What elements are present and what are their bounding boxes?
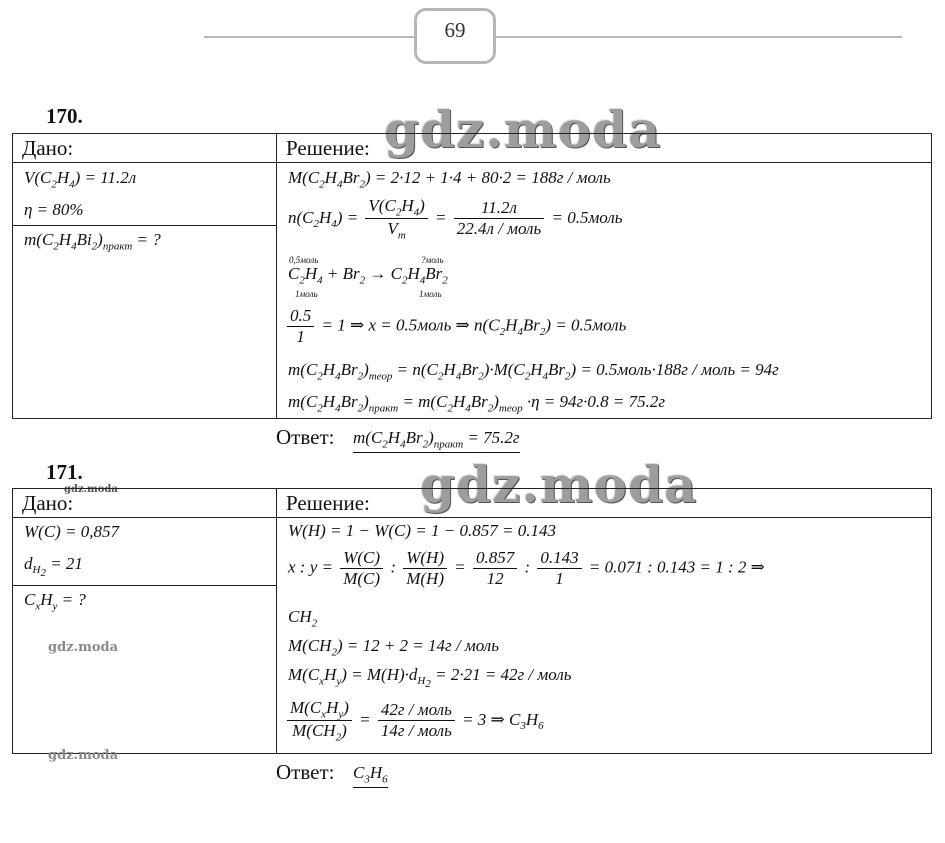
watermark-171: gdz.moda bbox=[420, 455, 698, 514]
watermark-170: gdz.moda bbox=[384, 100, 662, 159]
solution-header-171: Решение: bbox=[286, 491, 370, 515]
problem-170-number: 170. bbox=[46, 104, 83, 128]
given-header-170: Дано: bbox=[22, 136, 74, 160]
sol-171-line-5: $M(C_xH_y) = M(H)\cdot d_{H_2} = 2\cdot 21 = 42г$ / моль bbox=[288, 665, 572, 691]
table-170-given-line bbox=[12, 225, 276, 226]
sol-171-line-6: $\frac{M(C_xH_y)}{M(CH_2)}$ = $\frac{\text{42г / моль}}{\text{14г / моль}}$ = 3 ⇒ $C_3H_6$ bbox=[284, 698, 544, 744]
table-170-divider bbox=[276, 133, 277, 419]
given-density-171: $d_{H_2} = 21$ bbox=[24, 554, 83, 580]
problem-171-number: 171. bbox=[46, 460, 83, 484]
watermark-small-2: gdz.moda bbox=[48, 640, 119, 655]
given-volume-170: $V(C_2H_4) = 11.2л$ bbox=[24, 168, 137, 191]
given-header-171: Дано: bbox=[22, 491, 74, 515]
answer-label-171: Ответ: bbox=[276, 760, 335, 784]
solution-header-170: Решение: bbox=[286, 136, 370, 160]
table-171-given-line bbox=[12, 585, 276, 586]
given-yield-170: η = 80% bbox=[24, 200, 84, 219]
answer-170: $m(C_2H_4Br_2)_{практ} = 75.2г$ bbox=[353, 428, 520, 453]
sol-170-equation: $C_2H_4 + Br_2 \to C_2H_4Br_2$ bbox=[288, 264, 448, 287]
sol-170-line-6: $m(C_2H_4Br_2)_{практ} = m(C_2H_4Br_2)_{теор} \cdot\eta = 94г\cdot 0.8 = 75.2г$ bbox=[288, 392, 665, 415]
header-rule-right bbox=[494, 36, 902, 38]
answer-171: $C_3H_6$ bbox=[353, 763, 388, 788]
header-rule-left bbox=[204, 36, 416, 38]
table-171-header-line bbox=[12, 517, 932, 518]
sol-170-line-2: $n(C_2H_4)$ = $\frac{V(C_2H_4)}{V_m}$ = $\frac{11.2л}{\text{22.4л / моль}}$ = 0.5моль bbox=[288, 196, 623, 242]
given-mass-fraction-171: W(C) = 0,857 bbox=[24, 522, 120, 541]
sol-171-line-4: $M(CH_2) = 12 + 2 = 14г$ / моль bbox=[288, 636, 499, 659]
table-170-header-line bbox=[12, 162, 932, 163]
page-number: 69 bbox=[444, 18, 466, 42]
find-171: $C_xH_y$ = ? bbox=[24, 590, 86, 613]
sol-170-line-4: $\frac{0.5}{1}$ = 1 ⇒ x = 0.5моль ⇒ $n(C_2H_4Br_2)$ = 0.5моль bbox=[284, 306, 626, 347]
watermark-small-3: gdz.moda bbox=[48, 748, 119, 763]
answer-label-170: Ответ: bbox=[276, 425, 335, 449]
sol-170-eq-bot-left: 1моль bbox=[295, 289, 318, 299]
sol-171-line-3: $CH_2$ bbox=[288, 607, 318, 630]
find-170: $m(C_2H_4Bi_2)_{практ}$ = ? bbox=[24, 230, 161, 253]
sol-170-eq-top-left: 0,5моль bbox=[289, 255, 319, 265]
table-171-divider bbox=[276, 488, 277, 754]
sol-170-line-5: $m(C_2H_4Br_2)_{теор} = n(C_2H_4Br_2)\cdot M(C_2H_4Br_2)$ = 0.5моль·188г / моль = 94г bbox=[288, 360, 779, 383]
sol-171-line-1: W(H) = 1 − W(C) = 1 − 0.857 = 0.143 bbox=[288, 521, 556, 540]
sol-171-line-2: x : y = $\frac{W(C)}{M(C)}$ : $\frac{W(H)}{M(H)}$ = $\frac{0.857}{12}$ : $\frac{0.143}{1}$ = 0.071 : 0.143 = 1 : 2 ⇒ bbox=[288, 548, 765, 588]
sol-170-eq-top-right: ?моль bbox=[421, 255, 444, 265]
watermark-small-1: gdz.moda bbox=[64, 484, 118, 495]
sol-170-line-1: $M(C_2H_4Br_2) = 2\cdot 12 + 1\cdot 4 + 80\cdot 2 = 188г$ / моль bbox=[288, 168, 611, 191]
sol-170-eq-bot-right: 1моль bbox=[419, 289, 442, 299]
